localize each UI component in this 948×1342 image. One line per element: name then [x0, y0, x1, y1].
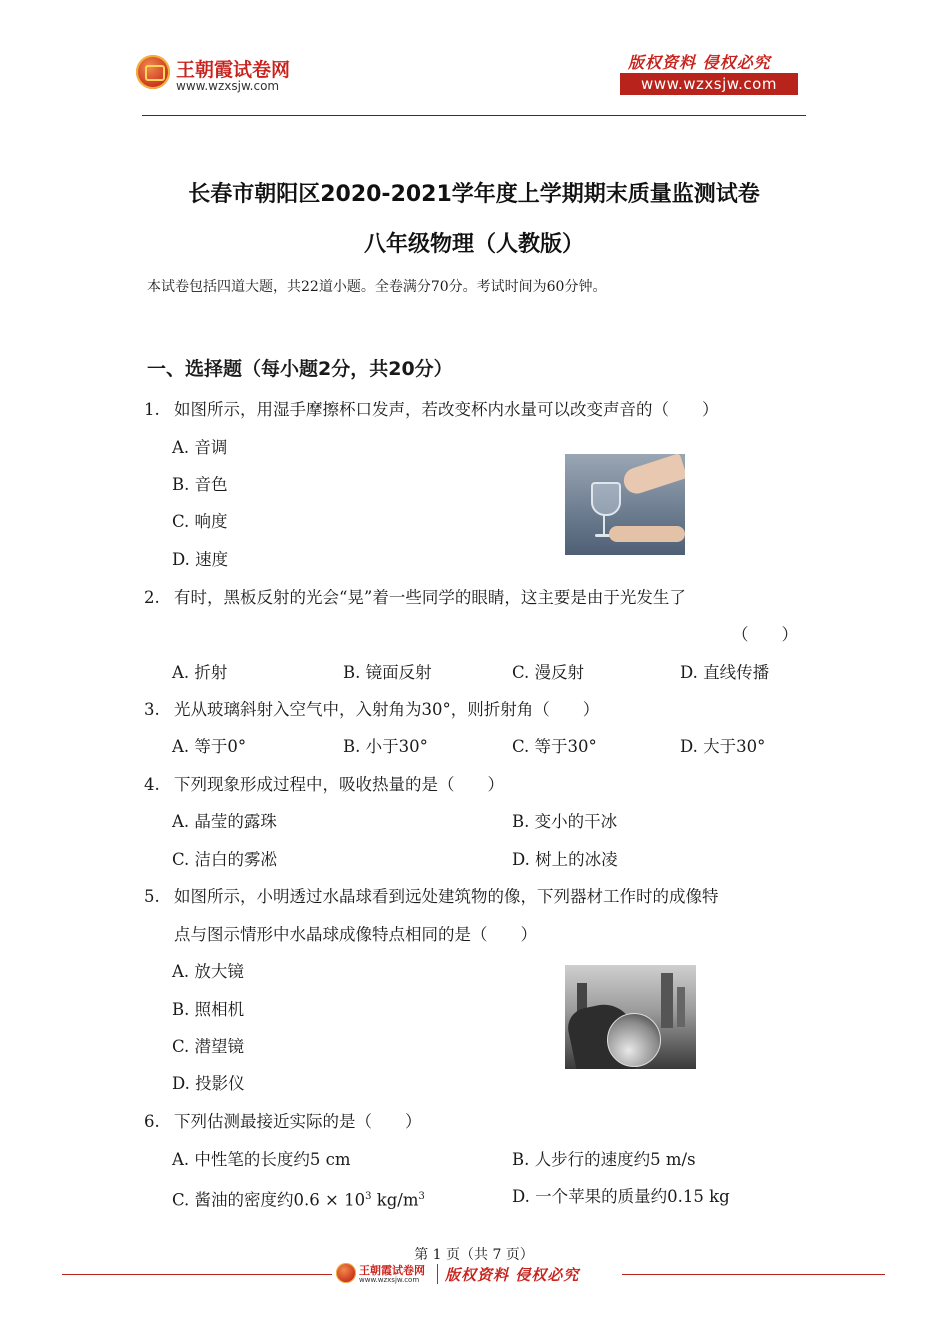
exam-intro: 本试卷包括四道大题，共22道小题。全卷满分70分。考试时间为60分钟。	[147, 279, 607, 295]
question-number: 5.	[144, 887, 160, 906]
option: C. 漫反射	[512, 663, 585, 682]
answer-blank: （ ）	[732, 625, 798, 644]
option: C. 潜望镜	[172, 1037, 245, 1056]
glass-stem	[603, 514, 605, 534]
question-text: 下列估测最接近实际的是（ ）	[174, 1112, 422, 1131]
option: D. 树上的冰凌	[512, 850, 618, 869]
option: A. 等于0°	[172, 737, 247, 756]
superscript: 3	[365, 1191, 372, 1202]
option: C. 洁白的雾凇	[172, 850, 278, 869]
option: D. 投影仪	[172, 1074, 245, 1093]
option: B. 小于30°	[343, 737, 428, 756]
superscript: 3	[418, 1191, 425, 1202]
footer-divider	[622, 1274, 885, 1275]
option: B. 变小的干冰	[512, 812, 618, 831]
question-text: 有时，黑板反射的光会“晃”着一些同学的眼睛，这主要是由于光发生了	[174, 588, 686, 607]
header-divider	[142, 115, 806, 116]
question-text: 光从玻璃斜射入空气中，入射角为30°，则折射角（ ）	[174, 700, 600, 719]
option: D. 速度	[172, 550, 229, 569]
site-url-banner[interactable]: www.wzxsjw.com	[620, 73, 798, 95]
question-text: 如图所示，用湿手摩擦杯口发声，若改变杯内水量可以改变声音的（ ）	[174, 400, 719, 419]
option: A. 折射	[172, 663, 228, 682]
logo-name: 王朝霞试卷网	[176, 59, 291, 81]
building-shape	[661, 973, 673, 1028]
option: D. 大于30°	[680, 737, 766, 756]
option: D. 直线传播	[680, 663, 770, 682]
option: B. 人步行的速度约5 m/s	[512, 1150, 696, 1169]
glass-shape	[591, 482, 621, 516]
section-heading: 一、选择题（每小题2分，共20分）	[147, 358, 453, 380]
question-number: 2.	[144, 588, 160, 607]
wine-glass-photo	[565, 454, 685, 555]
exam-subtitle: 八年级物理（人教版）	[363, 232, 584, 257]
logo-url[interactable]: www.wzxsjw.com	[176, 79, 280, 93]
option	[172, 1186, 425, 1212]
question-number: 1.	[144, 400, 160, 419]
question-text: 如图所示，小明透过水晶球看到远处建筑物的像，下列器材工作时的成像特	[174, 887, 719, 906]
building-shape	[677, 987, 685, 1027]
option: B. 镜面反射	[343, 663, 432, 682]
option-text: C. 酱油的密度约0.6 × 10	[172, 1190, 366, 1210]
question-number: 3.	[144, 700, 160, 719]
option: D. 一个苹果的质量约0.15 kg	[512, 1187, 730, 1206]
footer-logo-icon	[336, 1263, 356, 1283]
hand-shape	[621, 454, 686, 497]
footer-copyright: 版权资料 侵权必究	[445, 1266, 580, 1284]
question-text: 点与图示情形中水晶球成像特点相同的是（ ）	[174, 925, 537, 944]
hand-shape	[609, 526, 685, 542]
question-number: 6.	[144, 1112, 160, 1131]
option: C. 响度	[172, 512, 228, 531]
crystal-ball-photo	[565, 965, 696, 1069]
copyright-notice: 版权资料 侵权必究	[628, 53, 771, 72]
exam-title: 长春市朝阳区2020-2021学年度上学期期末质量监测试卷	[188, 182, 760, 207]
footer-separator	[437, 1264, 438, 1284]
option: A. 中性笔的长度约5 cm	[172, 1150, 351, 1169]
question-number: 4.	[144, 775, 160, 794]
question-text: 下列现象形成过程中，吸收热量的是（ ）	[174, 775, 504, 794]
crystal-ball-shape	[607, 1013, 661, 1067]
page-number: 第 1 页（共 7 页）	[414, 1247, 534, 1263]
logo-badge-icon	[136, 55, 170, 89]
option-unit: kg/m	[371, 1190, 419, 1210]
option: C. 等于30°	[512, 737, 597, 756]
option: B. 音色	[172, 475, 228, 494]
option: A. 音调	[172, 438, 228, 457]
footer-logo-url[interactable]: www.wzxsjw.com	[359, 1276, 420, 1284]
footer-logo-name: 王朝霞试卷网	[359, 1264, 425, 1277]
option: A. 晶莹的露珠	[172, 812, 277, 831]
option: A. 放大镜	[172, 962, 244, 981]
option: B. 照相机	[172, 1000, 245, 1019]
footer-divider	[62, 1274, 332, 1275]
